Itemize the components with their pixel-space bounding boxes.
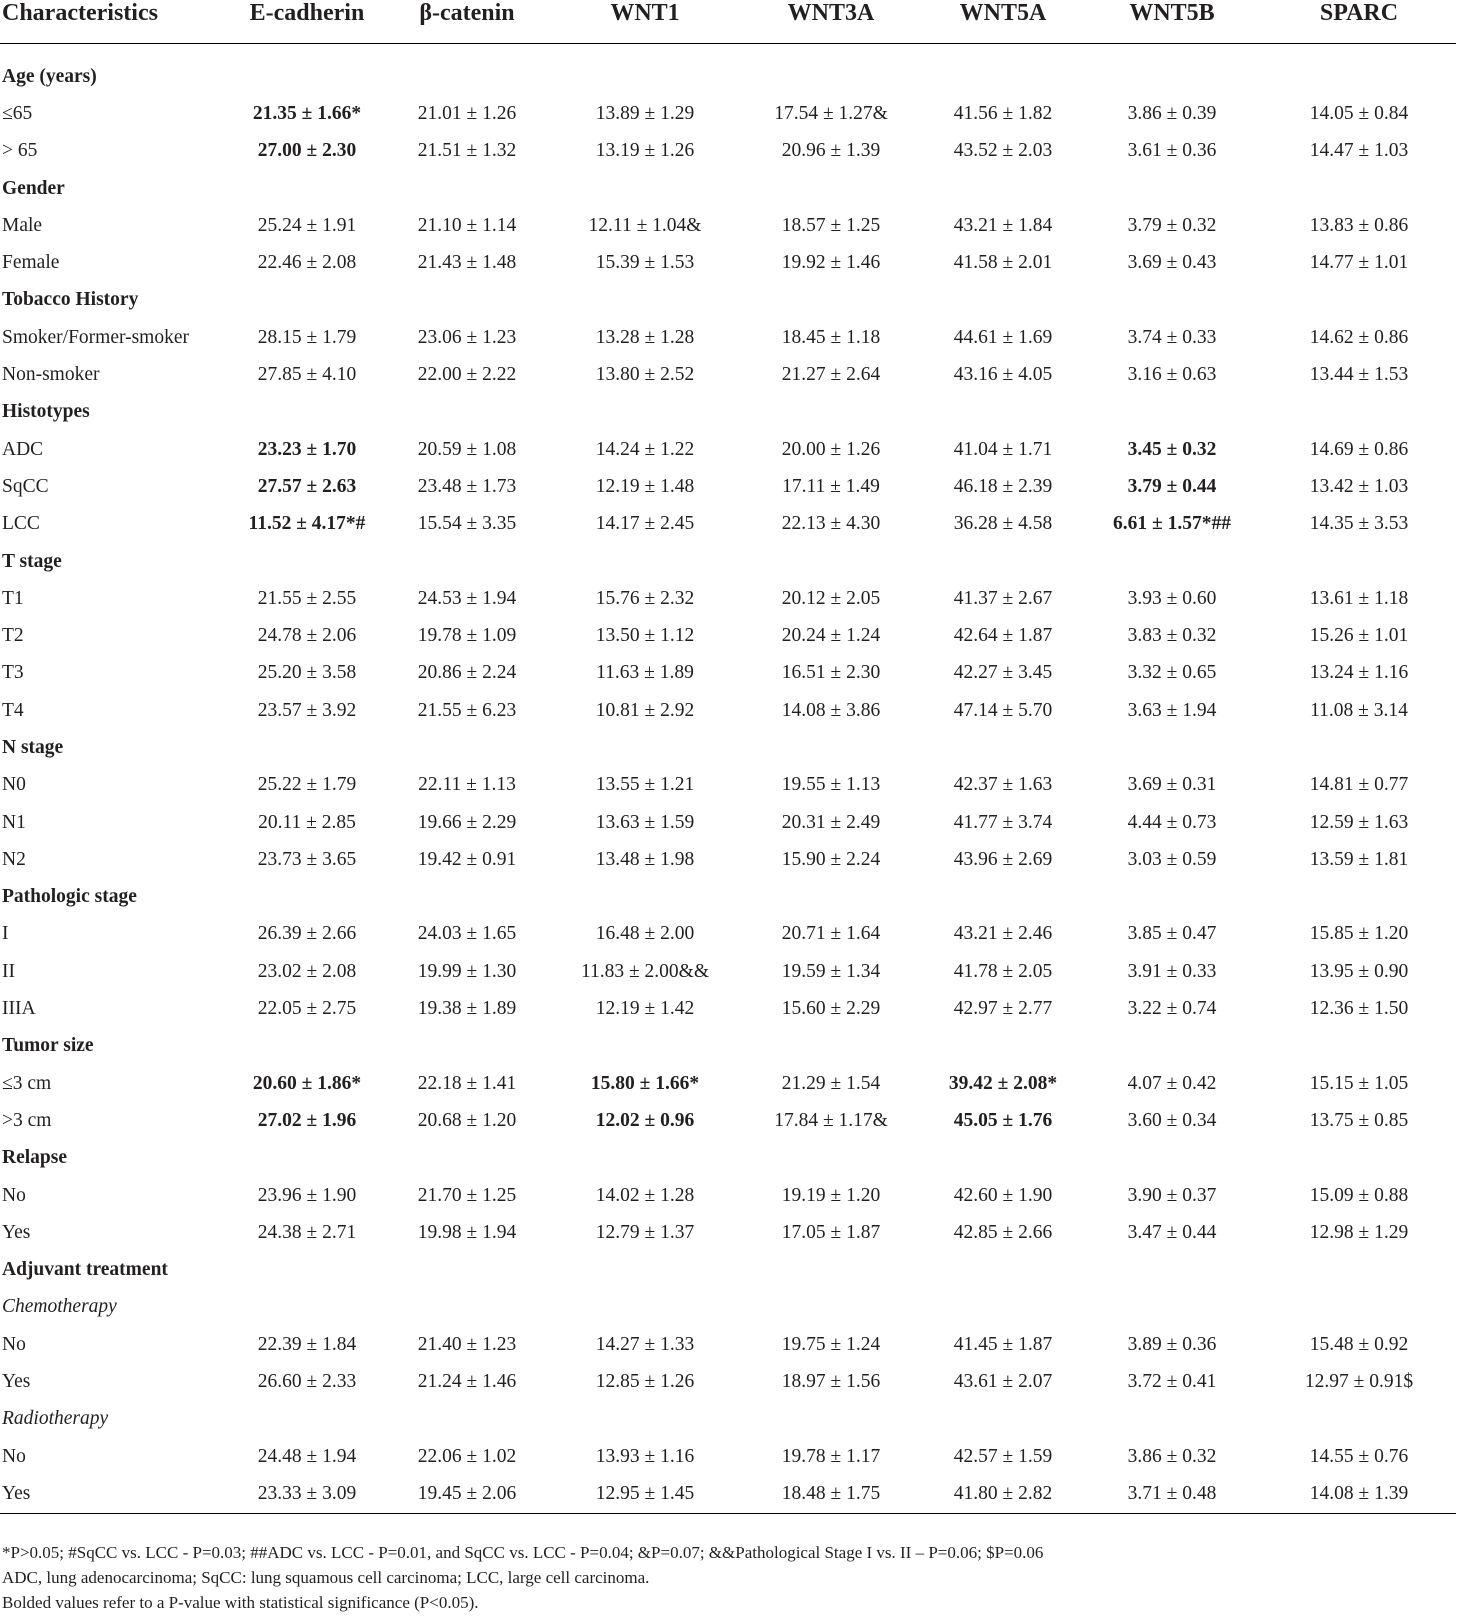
table-cell: 3.90 ± 0.37: [1127, 1184, 1217, 1206]
table-cell: 45.05 ± 1.76: [953, 1109, 1053, 1131]
table-cell: 3.79 ± 0.44: [1127, 475, 1217, 497]
table-cell: 21.27 ± 2.64: [781, 364, 881, 386]
table-cell: 15.39 ± 1.53: [595, 252, 695, 274]
table-cell: 41.78 ± 2.05: [953, 960, 1053, 982]
table-cell: 16.51 ± 2.30: [781, 662, 881, 684]
table-cell: 3.03 ± 0.59: [1127, 848, 1217, 870]
section-label: Histotypes: [2, 401, 90, 423]
table-cell: 23.73 ± 3.65: [257, 848, 357, 870]
table-cell: 46.18 ± 2.39: [953, 475, 1053, 497]
table-cell: 19.38 ± 1.89: [417, 998, 517, 1020]
row-label: Non-smoker: [2, 364, 100, 386]
row-label: SqCC: [2, 475, 49, 497]
table-cell: 18.45 ± 1.18: [781, 326, 881, 348]
table-cell: 12.11 ± 1.04&: [588, 214, 702, 236]
table-cell: 43.61 ± 2.07: [953, 1371, 1053, 1393]
table-row: [0, 953, 1456, 990]
table-cell: 42.57 ± 1.59: [953, 1445, 1053, 1467]
table-cell: 43.16 ± 4.05: [953, 364, 1053, 386]
table-cell: 25.20 ± 3.58: [257, 662, 357, 684]
table-cell: 15.48 ± 0.92: [1309, 1333, 1409, 1355]
table-cell: 23.33 ± 3.09: [257, 1482, 357, 1504]
spacer-row: [0, 44, 1456, 59]
table-cell: 22.06 ± 1.02: [417, 1445, 517, 1467]
section-label: N stage: [2, 736, 64, 758]
row-label: ≤65: [2, 102, 33, 124]
table-cell: 44.61 ± 1.69: [953, 326, 1053, 348]
table-row: [0, 841, 1456, 878]
table-cell: 15.76 ± 2.32: [595, 587, 695, 609]
table-cell: 20.96 ± 1.39: [781, 140, 881, 162]
table-cell: 22.46 ± 2.08: [257, 252, 357, 274]
row-label: T3: [2, 662, 24, 684]
table-cell: 13.80 ± 2.52: [595, 364, 695, 386]
table-row: [0, 767, 1456, 804]
table-cell: 43.96 ± 2.69: [953, 848, 1053, 870]
table-cell: 14.77 ± 1.01: [1309, 252, 1409, 274]
section-filler: [232, 394, 1456, 431]
table-row: [0, 804, 1456, 841]
table-cell: 12.02 ± 0.96: [595, 1109, 695, 1131]
table-row: [0, 1177, 1456, 1214]
section-label: Age (years): [2, 65, 97, 87]
section-row: [0, 879, 1456, 916]
table-cell: 22.18 ± 1.41: [417, 1072, 517, 1094]
table-cell: 41.56 ± 1.82: [953, 102, 1053, 124]
section-row: [0, 282, 1456, 319]
table-cell: 19.66 ± 2.29: [417, 811, 517, 833]
table-cell: 19.75 ± 1.24: [781, 1333, 881, 1355]
table-cell: 21.10 ± 1.14: [417, 214, 517, 236]
row-label: IIIA: [2, 998, 36, 1020]
table-cell: 24.38 ± 2.71: [257, 1221, 357, 1243]
table-cell: 24.78 ± 2.06: [257, 625, 357, 647]
table-cell: 43.21 ± 1.84: [953, 214, 1053, 236]
section-filler: [232, 543, 1456, 580]
row-label: >3 cm: [2, 1109, 52, 1131]
table-cell: 19.78 ± 1.09: [417, 625, 517, 647]
table-cell: 19.98 ± 1.94: [417, 1221, 517, 1243]
table-cell: 26.39 ± 2.66: [257, 923, 357, 945]
table-cell: 13.89 ± 1.29: [595, 102, 695, 124]
table-row: [0, 356, 1456, 393]
table-row: [0, 916, 1456, 953]
table-cell: 3.86 ± 0.39: [1127, 102, 1217, 124]
section-row: [0, 394, 1456, 431]
table-cell: 20.00 ± 1.26: [781, 438, 881, 460]
table-cell: 3.91 ± 0.33: [1127, 960, 1217, 982]
table-cell: 12.19 ± 1.48: [595, 475, 695, 497]
table-cell: 27.57 ± 2.63: [257, 475, 357, 497]
table-cell: 27.00 ± 2.30: [257, 140, 357, 162]
section-label: Tumor size: [2, 1035, 94, 1057]
table-row: [0, 1326, 1456, 1363]
row-label: I: [2, 923, 9, 945]
table-cell: 3.45 ± 0.32: [1127, 438, 1217, 460]
table-cell: 4.44 ± 0.73: [1127, 811, 1217, 833]
section-filler: [232, 1289, 1456, 1326]
table-cell: 20.24 ± 1.24: [781, 625, 881, 647]
table-cell: 12.85 ± 1.26: [595, 1371, 695, 1393]
table-cell: 11.63 ± 1.89: [596, 662, 694, 684]
row-label: LCC: [2, 513, 40, 535]
table-cell: 3.69 ± 0.31: [1127, 774, 1217, 796]
table-row: [0, 617, 1456, 654]
table-cell: 42.64 ± 1.87: [953, 625, 1053, 647]
table-cell: 11.52 ± 4.17*#: [248, 513, 366, 535]
footnote-abbreviations: ADC, lung adenocarcinoma; SqCC: lung squamous cell carcinoma; LCC, large cell carcinoma.: [2, 1568, 650, 1587]
table-cell: 22.00 ± 2.22: [417, 364, 517, 386]
footnote-bold-note: Bolded values refer to a P-value with statistical significance (P<0.05).: [2, 1593, 479, 1612]
table-cell: 13.59 ± 1.81: [1309, 848, 1409, 870]
table-row: [0, 1438, 1456, 1475]
table-cell: 21.24 ± 1.46: [417, 1371, 517, 1393]
table-cell: 15.09 ± 0.88: [1309, 1184, 1409, 1206]
table-cell: 25.24 ± 1.91: [257, 214, 357, 236]
subsection-label: Radiotherapy: [2, 1408, 109, 1430]
section-label: Pathologic stage: [2, 886, 137, 908]
table-cell: 3.22 ± 0.74: [1127, 998, 1217, 1020]
table-cell: 14.69 ± 0.86: [1309, 438, 1409, 460]
table-cell: 13.44 ± 1.53: [1309, 364, 1409, 386]
row-label: No: [2, 1333, 26, 1355]
table-row: [0, 990, 1456, 1027]
table-cell: 21.55 ± 2.55: [257, 587, 357, 609]
table-cell: 10.81 ± 2.92: [595, 699, 695, 721]
row-label: T4: [2, 699, 24, 721]
table-cell: 27.02 ± 1.96: [257, 1109, 357, 1131]
table-cell: 41.80 ± 2.82: [953, 1482, 1053, 1504]
table-cell: 3.61 ± 0.36: [1127, 140, 1217, 162]
table-row: [0, 580, 1456, 617]
row-label: ≤3 cm: [2, 1072, 52, 1094]
table-cell: 14.27 ± 1.33: [595, 1333, 695, 1355]
table-cell: 13.61 ± 1.18: [1309, 587, 1409, 609]
table-cell: 27.85 ± 4.10: [257, 364, 357, 386]
row-label: Yes: [2, 1371, 31, 1393]
table-cell: 19.19 ± 1.20: [781, 1184, 881, 1206]
footnote-significance: *P>0.05; #SqCC vs. LCC - P=0.03; ##ADC vs. LCC - P=0.01, and SqCC vs. LCC - P=0.04; &P=0.07; &&Pathological Stage I vs. II – P=0.06; $P=0.06: [2, 1543, 1044, 1562]
section-label: Relapse: [2, 1147, 67, 1169]
section-row: [0, 543, 1456, 580]
table-cell: 24.48 ± 1.94: [257, 1445, 357, 1467]
row-label: Yes: [2, 1221, 31, 1243]
subsection-label: Chemotherapy: [2, 1296, 117, 1318]
table-cell: 13.19 ± 1.26: [595, 140, 695, 162]
table-row: [0, 1065, 1456, 1102]
row-label: Smoker/Former-smoker: [2, 326, 189, 348]
section-filler: [232, 1028, 1456, 1065]
section-filler: [232, 170, 1456, 207]
table-cell: 14.24 ± 1.22: [595, 438, 695, 460]
table-cell: 13.28 ± 1.28: [595, 326, 695, 348]
table-cell: 19.59 ± 1.34: [781, 960, 881, 982]
row-label: > 65: [2, 140, 38, 162]
section-filler: [232, 879, 1456, 916]
row-label: N0: [2, 774, 26, 796]
table-cell: 3.85 ± 0.47: [1127, 923, 1217, 945]
table-cell: 21.40 ± 1.23: [417, 1333, 517, 1355]
table-cell: 23.06 ± 1.23: [417, 326, 517, 348]
table-cell: 20.59 ± 1.08: [417, 438, 517, 460]
table-cell: 4.07 ± 0.42: [1127, 1072, 1217, 1094]
section-row: [0, 170, 1456, 207]
table-cell: 42.97 ± 2.77: [953, 998, 1053, 1020]
table-cell: 16.48 ± 2.00: [595, 923, 695, 945]
table-cell: 12.79 ± 1.37: [595, 1221, 695, 1243]
table-cell: 3.86 ± 0.32: [1127, 1445, 1217, 1467]
column-header-wnt5a: WNT5A: [959, 0, 1047, 26]
subsection-row: [0, 1401, 1456, 1438]
table-cell: 14.35 ± 3.53: [1309, 513, 1409, 535]
table-cell: 14.62 ± 0.86: [1309, 326, 1409, 348]
row-label: Yes: [2, 1482, 31, 1504]
section-filler: [232, 58, 1456, 95]
table-cell: 15.60 ± 2.29: [781, 998, 881, 1020]
table-cell: 3.47 ± 0.44: [1127, 1221, 1217, 1243]
row-label: No: [2, 1184, 26, 1206]
column-header-characteristics: Characteristics: [2, 0, 158, 26]
table-cell: 14.47 ± 1.03: [1309, 140, 1409, 162]
section-filler: [232, 1252, 1456, 1289]
section-row: [0, 1252, 1456, 1289]
table-cell: 42.27 ± 3.45: [953, 662, 1053, 684]
table-cell: 14.17 ± 2.45: [595, 513, 695, 535]
column-header-sparc: SPARC: [1319, 0, 1399, 26]
column-header-wnt3a: WNT3A: [787, 0, 875, 26]
table-cell: 36.28 ± 4.58: [953, 513, 1053, 535]
table-cell: 20.31 ± 2.49: [781, 811, 881, 833]
table-row: [0, 655, 1456, 692]
table-cell: 13.42 ± 1.03: [1309, 475, 1409, 497]
row-label: T1: [2, 587, 24, 609]
table-cell: 14.08 ± 3.86: [781, 699, 881, 721]
table-cell: 11.83 ± 2.00&&: [580, 960, 710, 982]
table-cell: 20.60 ± 1.86*: [252, 1072, 362, 1094]
table-cell: 39.42 ± 2.08*: [948, 1072, 1058, 1094]
table-cell: 23.57 ± 3.92: [257, 699, 357, 721]
table-cell: 41.77 ± 3.74: [953, 811, 1053, 833]
table-cell: 22.39 ± 1.84: [257, 1333, 357, 1355]
table-row: [0, 506, 1456, 543]
column-header-beta-catenin: β-catenin: [419, 0, 515, 26]
table-row: [0, 692, 1456, 729]
table-cell: 18.48 ± 1.75: [781, 1482, 881, 1504]
table-cell: 12.98 ± 1.29: [1309, 1221, 1409, 1243]
row-label: N2: [2, 848, 26, 870]
table-cell: 21.29 ± 1.54: [781, 1072, 881, 1094]
header-row: [0, 0, 1456, 44]
table-row: [0, 207, 1456, 244]
table-cell: 43.21 ± 2.46: [953, 923, 1053, 945]
table-cell: 22.13 ± 4.30: [781, 513, 881, 535]
section-label: Tobacco History: [2, 289, 139, 311]
table-cell: 23.96 ± 1.90: [257, 1184, 357, 1206]
table-cell: 12.59 ± 1.63: [1309, 811, 1409, 833]
table-row: [0, 319, 1456, 356]
table-cell: 14.55 ± 0.76: [1309, 1445, 1409, 1467]
table-cell: 42.37 ± 1.63: [953, 774, 1053, 796]
table-cell: 21.01 ± 1.26: [417, 102, 517, 124]
table-cell: 25.22 ± 1.79: [257, 774, 357, 796]
table-cell: 20.71 ± 1.64: [781, 923, 881, 945]
table-cell: 3.32 ± 0.65: [1127, 662, 1217, 684]
table-row: [0, 1214, 1456, 1251]
section-row: [0, 1028, 1456, 1065]
section-row: [0, 729, 1456, 766]
table-cell: 20.11 ± 2.85: [258, 811, 356, 833]
table-cell: 19.42 ± 0.91: [417, 848, 517, 870]
section-label: T stage: [2, 550, 62, 572]
section-filler: [232, 282, 1456, 319]
table-cell: 41.37 ± 2.67: [953, 587, 1053, 609]
table-row: [0, 1363, 1456, 1400]
table-cell: 19.99 ± 1.30: [417, 960, 517, 982]
table-cell: 23.02 ± 2.08: [257, 960, 357, 982]
table-cell: 3.74 ± 0.33: [1127, 326, 1217, 348]
table-cell: 21.35 ± 1.66*: [252, 102, 362, 124]
row-label: N1: [2, 811, 26, 833]
table-cell: 3.89 ± 0.36: [1127, 1333, 1217, 1355]
table-cell: 3.69 ± 0.43: [1127, 252, 1217, 274]
table-cell: 12.19 ± 1.42: [595, 998, 695, 1020]
table-cell: 3.71 ± 0.48: [1127, 1482, 1217, 1504]
table-cell: 3.72 ± 0.41: [1127, 1371, 1217, 1393]
table-cell: 17.84 ± 1.17&: [774, 1109, 888, 1131]
table-cell: 23.48 ± 1.73: [417, 475, 517, 497]
table-cell: 3.63 ± 1.94: [1127, 699, 1217, 721]
table-cell: 12.36 ± 1.50: [1309, 998, 1409, 1020]
table-cell: 15.54 ± 3.35: [417, 513, 517, 535]
table-cell: 11.08 ± 3.14: [1310, 699, 1408, 721]
table-cell: 14.08 ± 1.39: [1309, 1482, 1409, 1504]
table-cell: 41.58 ± 2.01: [953, 252, 1053, 274]
row-label: T2: [2, 625, 24, 647]
table-cell: 15.80 ± 1.66*: [590, 1072, 700, 1094]
table-row: [0, 244, 1456, 281]
table-cell: 13.63 ± 1.59: [595, 811, 695, 833]
section-label: Gender: [2, 177, 65, 199]
table-cell: 21.43 ± 1.48: [417, 252, 517, 274]
table-cell: 20.68 ± 1.20: [417, 1109, 517, 1131]
table-header: [0, 0, 1456, 44]
table-cell: 15.26 ± 1.01: [1309, 625, 1409, 647]
table-cell: 18.97 ± 1.56: [781, 1371, 881, 1393]
table-cell: 19.78 ± 1.17: [781, 1445, 881, 1467]
table-cell: 21.55 ± 6.23: [417, 699, 517, 721]
table-cell: 21.51 ± 1.32: [417, 140, 517, 162]
table-cell: 17.05 ± 1.87: [781, 1221, 881, 1243]
table-cell: 17.11 ± 1.49: [782, 475, 880, 497]
table-cell: 20.12 ± 2.05: [781, 587, 881, 609]
table-cell: 20.86 ± 2.24: [417, 662, 517, 684]
table-cell: 17.54 ± 1.27&: [774, 102, 888, 124]
table-cell: 42.85 ± 2.66: [953, 1221, 1053, 1243]
table-cell: 42.60 ± 1.90: [953, 1184, 1053, 1206]
table-row: [0, 95, 1456, 132]
table-cell: 14.02 ± 1.28: [595, 1184, 695, 1206]
table-cell: 47.14 ± 5.70: [953, 699, 1053, 721]
section-filler: [232, 729, 1456, 766]
table-cell: 26.60 ± 2.33: [257, 1371, 357, 1393]
table-row: [0, 1102, 1456, 1139]
table-row: [0, 133, 1456, 170]
table-cell: 19.55 ± 1.13: [781, 774, 881, 796]
table-cell: 14.81 ± 0.77: [1309, 774, 1409, 796]
section-row: [0, 58, 1456, 95]
table-cell: 22.05 ± 2.75: [257, 998, 357, 1020]
subsection-row: [0, 1289, 1456, 1326]
column-header-wnt5b: WNT5B: [1129, 0, 1215, 26]
table-cell: 12.97 ± 0.91$: [1304, 1371, 1414, 1393]
table-cell: 19.45 ± 2.06: [417, 1482, 517, 1504]
table-cell: 13.75 ± 0.85: [1309, 1109, 1409, 1131]
table-cell: 6.61 ± 1.57*##: [1113, 513, 1231, 535]
table-cell: 14.05 ± 0.84: [1309, 102, 1409, 124]
table-cell: 3.79 ± 0.32: [1127, 214, 1217, 236]
table-cell: 23.23 ± 1.70: [257, 438, 357, 460]
table-cell: 15.15 ± 1.05: [1309, 1072, 1409, 1094]
table-cell: 3.93 ± 0.60: [1127, 587, 1217, 609]
table-cell: 3.83 ± 0.32: [1127, 625, 1217, 647]
table-cell: 41.04 ± 1.71: [953, 438, 1053, 460]
table-cell: 3.16 ± 0.63: [1127, 364, 1217, 386]
table-cell: 13.83 ± 0.86: [1309, 214, 1409, 236]
table-cell: 13.55 ± 1.21: [595, 774, 695, 796]
section-filler: [232, 1401, 1456, 1438]
section-row: [0, 1140, 1456, 1177]
section-label: Adjuvant treatment: [2, 1259, 168, 1281]
table-cell: 13.95 ± 0.90: [1309, 960, 1409, 982]
table-cell: 13.48 ± 1.98: [595, 848, 695, 870]
row-label: ADC: [2, 438, 44, 460]
table-cell: 13.50 ± 1.12: [595, 625, 695, 647]
table-cell: 13.24 ± 1.16: [1309, 662, 1409, 684]
table-cell: 24.03 ± 1.65: [417, 923, 517, 945]
table-cell: 12.95 ± 1.45: [595, 1482, 695, 1504]
table-cell: 22.11 ± 1.13: [418, 774, 516, 796]
table-cell: 41.45 ± 1.87: [953, 1333, 1053, 1355]
table-body: [0, 44, 1456, 1514]
row-label: Male: [2, 214, 43, 236]
table-cell: 15.85 ± 1.20: [1309, 923, 1409, 945]
table-cell: 24.53 ± 1.94: [417, 587, 517, 609]
table-cell: 19.92 ± 1.46: [781, 252, 881, 274]
table-cell: 13.93 ± 1.16: [595, 1445, 695, 1467]
column-header-e-cadherin: E-cadherin: [249, 0, 365, 26]
row-label: Female: [2, 252, 60, 274]
table-row: [0, 468, 1456, 505]
table-cell: 21.70 ± 1.25: [417, 1184, 517, 1206]
table-cell: 43.52 ± 2.03: [953, 140, 1053, 162]
footnotes: [2, 1540, 1442, 1615]
row-label: No: [2, 1445, 26, 1467]
column-header-wnt1: WNT1: [610, 0, 680, 26]
table-cell: 18.57 ± 1.25: [781, 214, 881, 236]
row-label: II: [2, 960, 15, 982]
table-cell: 28.15 ± 1.79: [257, 326, 357, 348]
table-row: [0, 1475, 1456, 1513]
table-row: [0, 431, 1456, 468]
table-cell: 15.90 ± 2.24: [781, 848, 881, 870]
table-cell: 3.60 ± 0.34: [1127, 1109, 1217, 1131]
section-filler: [232, 1140, 1456, 1177]
